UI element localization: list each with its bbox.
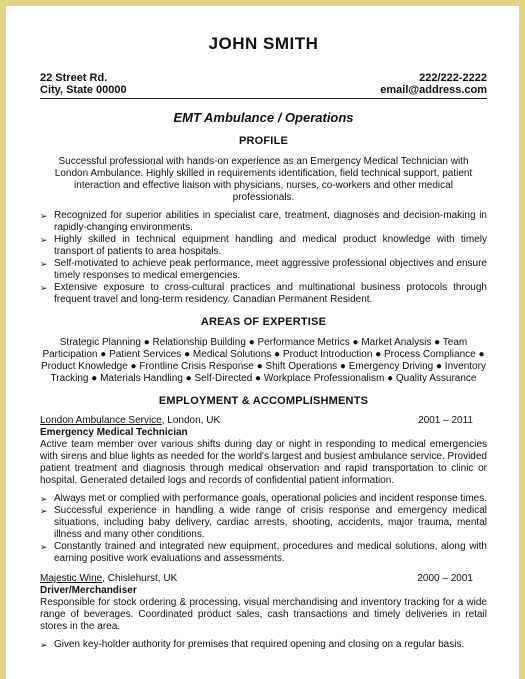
job-bullets [40,639,487,651]
job-header [40,415,487,427]
list-item: ➢ Given key-holder authority for premises that required opening and closing on a regular basis. [40,639,465,650]
employer-name: London Ambulance Service [40,415,162,426]
list-item: ➢ Extensive exposure to cross-cultural practices and multinational business protocols through frequent travel and long-term residency. Canadian Permanent Resident. [40,282,487,305]
arrow-bullet-icon: ➢ [40,259,48,269]
resume-body [6,34,519,651]
profile-heading: PROFILE [238,135,289,147]
job-role: Emergency Medical Technician [40,427,188,438]
arrow-bullet-icon: ➢ [40,506,48,516]
list-item: ➢ Always met or complied with performance goals, operational policies and incident response times. [40,493,487,504]
job-dates: 2000 – 2001 [417,573,473,584]
arrow-bullet-icon: ➢ [40,283,48,293]
job-description: Responsible for stock ordering & processing, visual merchandising and inventory tracking for a wide range of beverages. Coordinated product sales, cash transactions and timely deliveries in retail stores in the area. [40,597,487,632]
resume-page [6,6,519,679]
employer-location: , Chislehurst, UK [102,573,178,584]
job-header [40,573,487,585]
arrow-bullet-icon: ➢ [40,640,48,650]
phone-email [380,72,487,96]
list-item: ➢ Self-motivated to achieve peak performance, meet aggressive professional objectives and ensure timely responses to medical emergencies. [40,258,487,281]
address-line-1: 22 Street Rd. [40,72,108,84]
address [40,72,127,96]
header-divider [40,98,487,99]
profile-bullets [40,210,487,306]
job-role: Driver/Merchandiser [40,585,137,596]
list-item: ➢ Constantly trained and integrated new equipment, procedures and medical solutions, along with earning positive work evaluations and assessments. [40,541,487,564]
profile-summary: Successful professional with hands-on experience as an Emergency Medical Technician with London Ambulance. Highly skilled in requirements identification, field technical support, patient interaction and effective liaison with physicians, nurses, co-workers and other medical professionals. [54,156,473,203]
arrow-bullet-icon: ➢ [40,542,48,552]
address-line-2: City, State 00000 [40,84,127,96]
expertise-heading: AREAS OF EXPERTISE [200,316,327,328]
employer-name: Majestic Wine [40,573,103,584]
email: email@address.com [380,84,487,96]
employment-heading: EMPLOYMENT & ACCOMPLISHMENTS [158,395,369,407]
list-item: ➢ Recognized for superior abilities in specialist care, treatment, diagnoses and decision-making in rapidly-changing environments. [40,210,487,233]
job-bullets [40,493,487,565]
job-description: Active team member over various shifts during day or night in responding to medical emergencies with sirens and blue lights as needed for the world's largest and busiest ambulance service. Provided patient treatment and diagnosis through medical observation and rapid transportation to clinic or hospital. Generated detailed logs and records of confidential patient information. [40,439,487,486]
candidate-name: JOHN SMITH [208,34,319,53]
list-item: ➢ Successful experience in handling a wide range of crisis response and emergency medical situations, including baby delivery, cardiac arrests, shooting, accidents, major trauma, mental illness and many other conditions. [40,505,487,540]
job-dates: 2001 – 2011 [418,415,473,426]
employer-location: , London, UK [161,415,221,426]
contact-block [40,72,487,96]
arrow-bullet-icon: ➢ [40,494,48,504]
job-title: EMT Ambulance / Operations [173,110,354,125]
list-item: ➢ Highly skilled in technical equipment handling and medical product knowledge with timely transport of patients to area hospitals. [40,234,487,257]
arrow-bullet-icon: ➢ [40,235,48,245]
arrow-bullet-icon: ➢ [40,211,48,221]
phone: 222/222-2222 [419,72,487,84]
expertise-list: Strategic Planning ● Relationship Building ● Performance Metrics ● Market Analysis ● Team Participation ● Patient Services ● Medical Solutions ● Product Introduction ● Process Compliance ● Product Knowledge ● Frontline Crisis Response ● Shift Operations ● Emergency Driving ● Inventory Tracking ● Materials Handling ● Self-Directed ● Workplace Professionalism ● Quality Assurance [41,337,486,384]
